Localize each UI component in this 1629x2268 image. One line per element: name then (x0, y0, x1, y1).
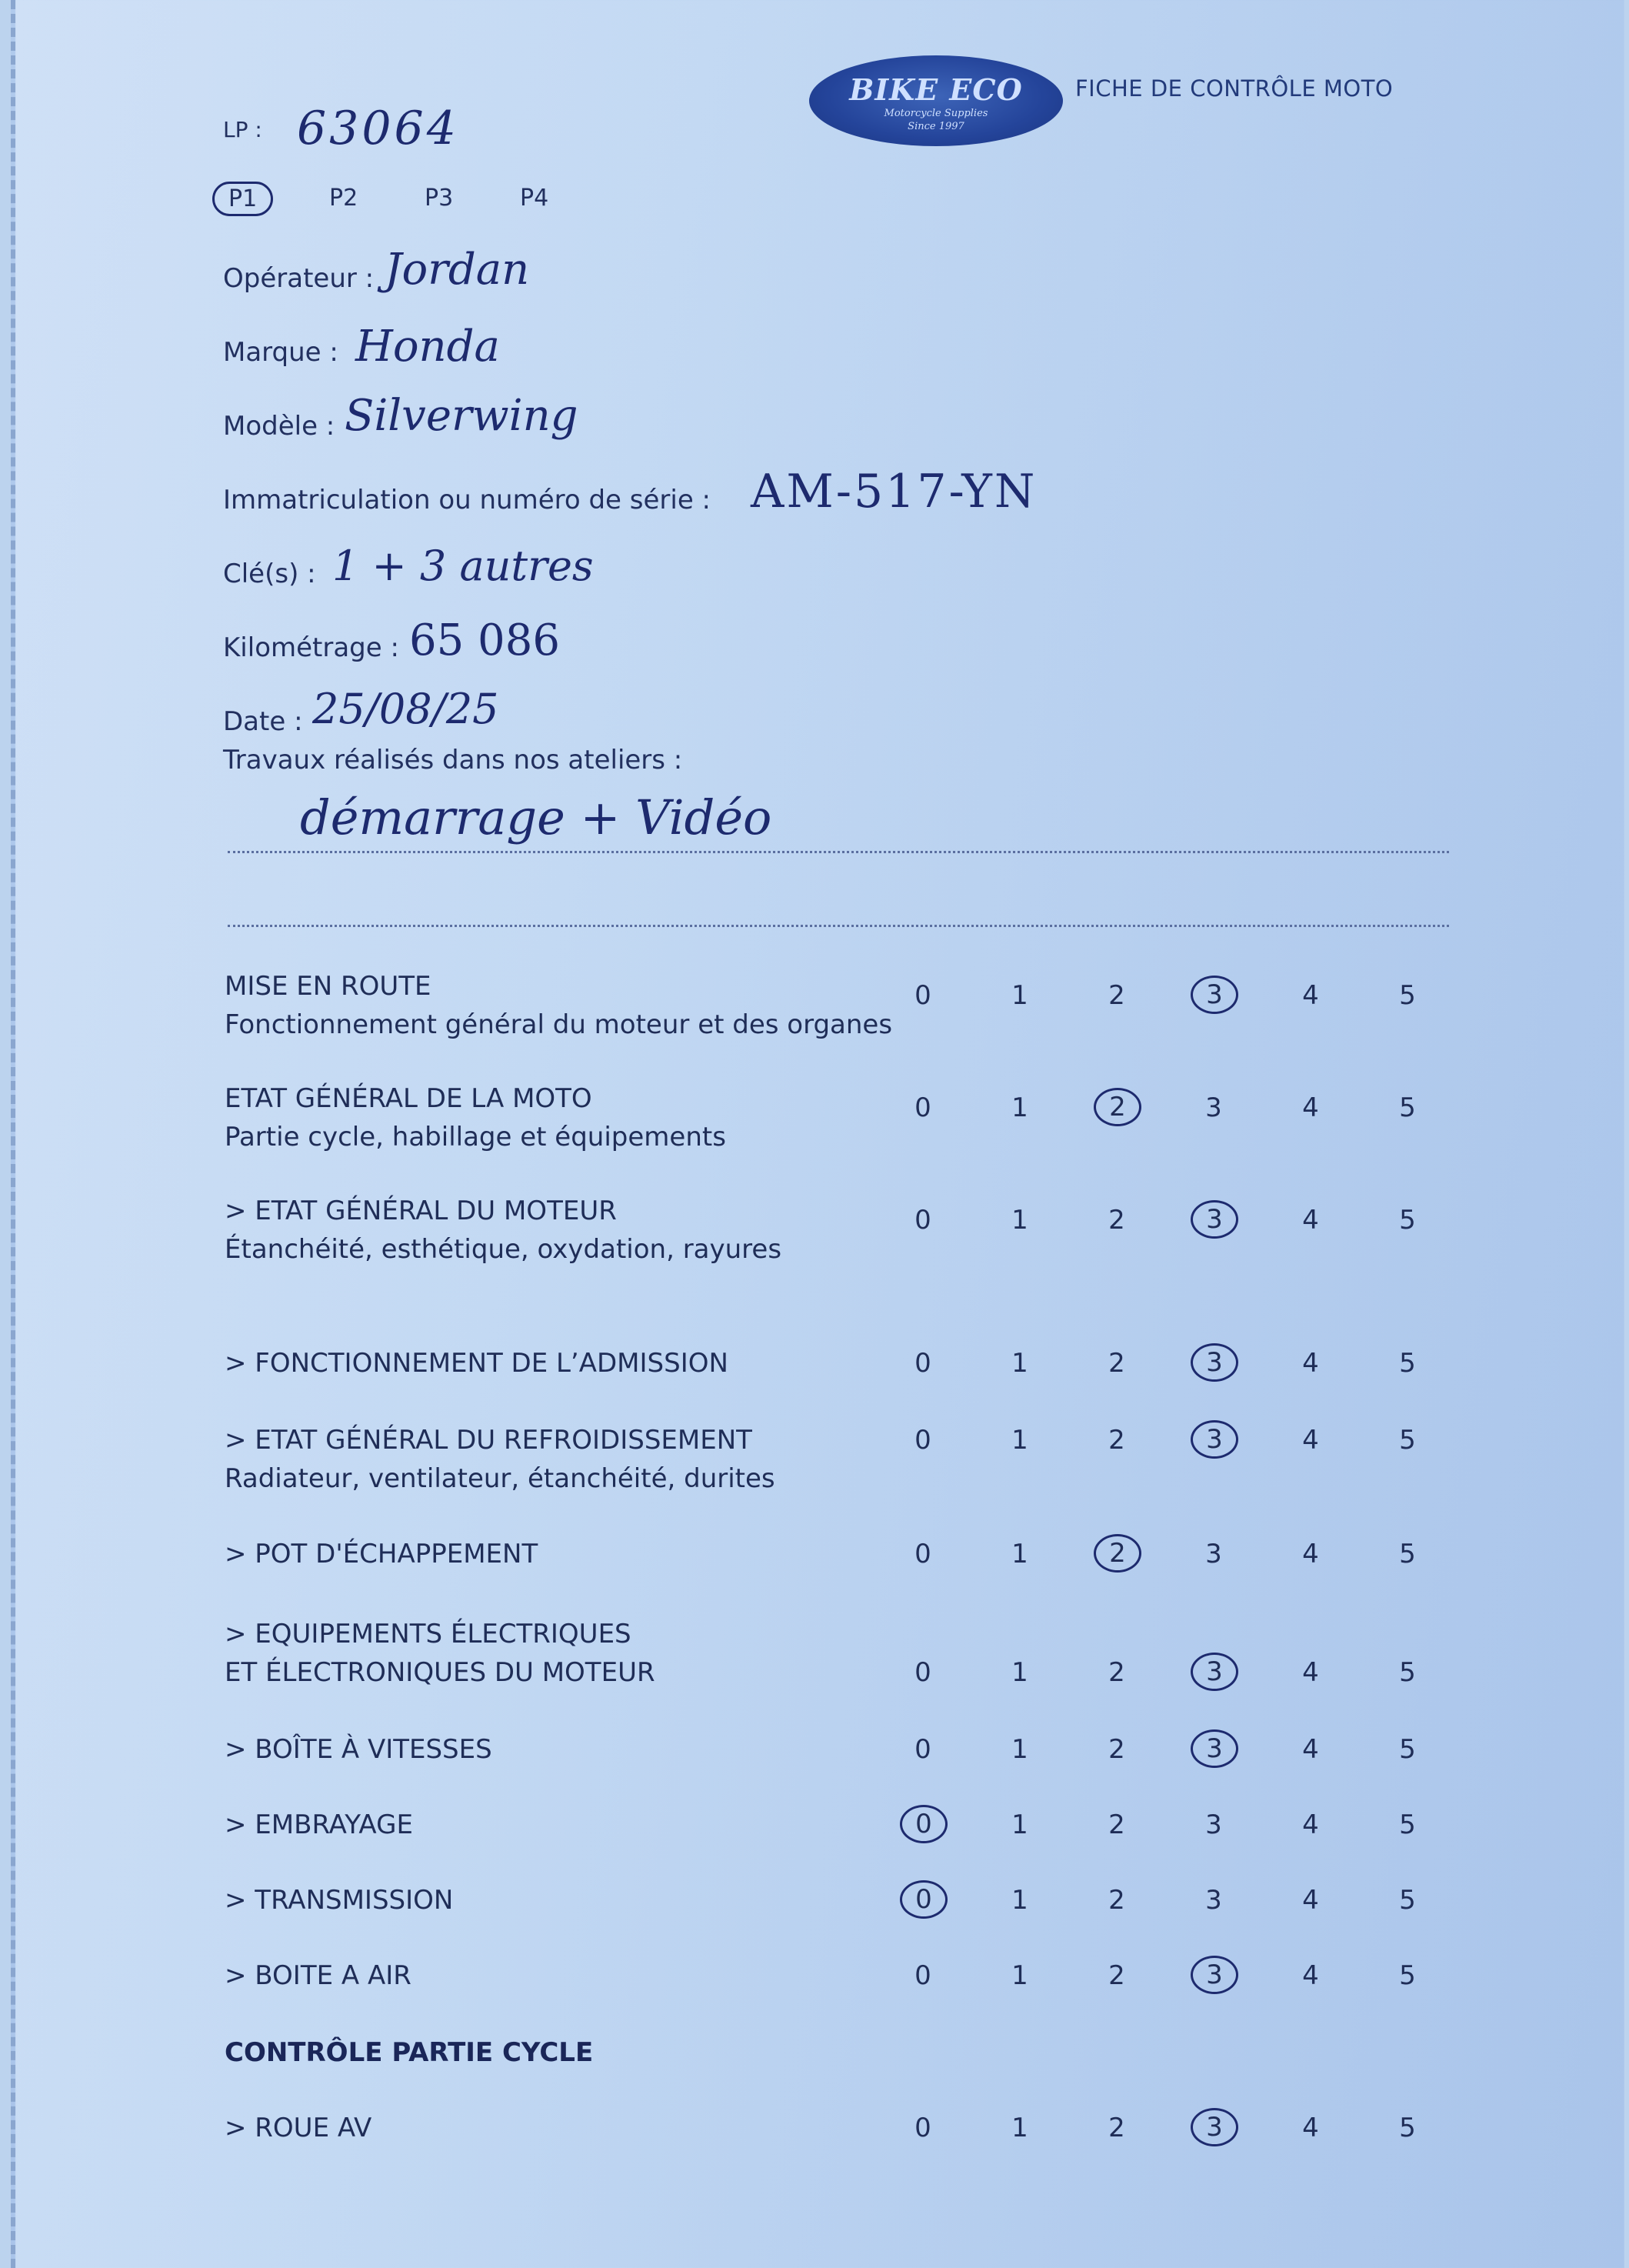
score-option: 4 (1302, 980, 1319, 1011)
score-option-selected: 3 (1191, 2108, 1238, 2146)
priority-option-p1: P1 (212, 182, 273, 216)
check-title: > ETAT GÉNÉRAL DU MOTEUR (225, 1196, 617, 1226)
check-title: > EQUIPEMENTS ÉLECTRIQUES (225, 1619, 631, 1649)
score-option-selected: 3 (1191, 1729, 1238, 1768)
score-option: 3 (1205, 1809, 1222, 1840)
date-value: 25/08/25 (312, 685, 499, 733)
score-option: 5 (1399, 1539, 1416, 1569)
score-option: 5 (1399, 1425, 1416, 1456)
marque-label: Marque : (223, 337, 338, 368)
score-option: 0 (914, 1425, 931, 1456)
score-option: 1 (1011, 1348, 1028, 1379)
score-option: 1 (1011, 1539, 1028, 1569)
check-subtitle: Étanchéité, esthétique, oxydation, rayures (225, 1234, 782, 1265)
score-option: 5 (1399, 1809, 1416, 1840)
date-label: Date : (223, 706, 303, 737)
score-option: 5 (1399, 1885, 1416, 1916)
score-option: 4 (1302, 1960, 1319, 1991)
check-title: > FONCTIONNEMENT DE L’ADMISSION (225, 1348, 728, 1379)
operateur-value: Jordan (385, 245, 530, 295)
score-option-selected: 3 (1191, 976, 1238, 1014)
score-option: 0 (914, 2113, 931, 2143)
cles-label: Clé(s) : (223, 559, 316, 589)
score-option: 1 (1011, 1885, 1028, 1916)
score-option: 1 (1011, 1425, 1028, 1456)
score-option: 4 (1302, 1809, 1319, 1840)
score-option: 4 (1302, 1734, 1319, 1765)
score-option-selected: 2 (1094, 1534, 1141, 1573)
score-option: 0 (914, 1734, 931, 1765)
check-title: > EMBRAYAGE (225, 1809, 413, 1840)
score-option: 1 (1011, 2113, 1028, 2143)
score-option: 5 (1399, 1348, 1416, 1379)
score-option: 5 (1399, 1092, 1416, 1123)
score-option-selected: 3 (1191, 1343, 1238, 1382)
score-option: 5 (1399, 1205, 1416, 1236)
priority-option-p4: P4 (520, 185, 549, 212)
score-option: 2 (1108, 1425, 1125, 1456)
marque-value: Honda (355, 322, 500, 372)
cles-value: 1 + 3 autres (332, 542, 594, 590)
score-option: 2 (1108, 1885, 1125, 1916)
score-option: 4 (1302, 1092, 1319, 1123)
control-sheet (11, 0, 1624, 2268)
score-option: 4 (1302, 1885, 1319, 1916)
score-option: 1 (1011, 1092, 1028, 1123)
score-option: 2 (1108, 1657, 1125, 1688)
document-title: FICHE DE CONTRÔLE MOTO (1075, 75, 1394, 102)
score-option: 2 (1108, 1205, 1125, 1236)
check-title: > POT D'ÉCHAPPEMENT (225, 1539, 538, 1569)
check-title: > BOITE A AIR (225, 1960, 411, 1991)
score-option: 5 (1399, 1960, 1416, 1991)
check-title: ETAT GÉNÉRAL DE LA MOTO (225, 1083, 592, 1114)
immat-label: Immatriculation ou numéro de série : (223, 485, 711, 515)
lp-label: LP : (223, 117, 262, 142)
score-option: 4 (1302, 1657, 1319, 1688)
score-option: 4 (1302, 1348, 1319, 1379)
modele-value: Silverwing (345, 391, 578, 441)
travaux-label: Travaux réalisés dans nos ateliers : (223, 745, 683, 775)
score-option-selected: 2 (1094, 1088, 1141, 1126)
score-option: 5 (1399, 1734, 1416, 1765)
score-option: 0 (914, 1092, 931, 1123)
score-option: 1 (1011, 1205, 1028, 1236)
score-option-selected: 3 (1191, 1200, 1238, 1239)
score-option: 5 (1399, 2113, 1416, 2143)
score-option: 0 (914, 1348, 931, 1379)
score-option: 1 (1011, 1960, 1028, 1991)
check-title: > TRANSMISSION (225, 1885, 454, 1916)
score-option-selected: 3 (1191, 1956, 1238, 1994)
section-heading-cycle: CONTRÔLE PARTIE CYCLE (225, 2037, 594, 2068)
check-subtitle: ET ÉLECTRONIQUES DU MOTEUR (225, 1657, 655, 1688)
travaux-value: démarrage + Vidéo (300, 789, 772, 845)
check-subtitle: Fonctionnement général du moteur et des organes (225, 1009, 893, 1040)
check-title: > ROUE AV (225, 2113, 372, 2143)
score-option: 3 (1205, 1092, 1222, 1123)
score-option-selected: 3 (1191, 1420, 1238, 1459)
modele-label: Modèle : (223, 411, 335, 442)
score-option: 0 (914, 1657, 931, 1688)
travaux-line-2 (228, 925, 1449, 927)
kilometrage-label: Kilométrage : (223, 632, 399, 663)
logo-tagline-2: Since 1997 (908, 121, 964, 132)
priority-option-p2: P2 (329, 185, 358, 212)
score-option: 1 (1011, 1734, 1028, 1765)
score-option: 1 (1011, 1809, 1028, 1840)
check-title: > ETAT GÉNÉRAL DU REFROIDISSEMENT (225, 1425, 752, 1456)
score-option: 4 (1302, 1539, 1319, 1569)
score-option: 0 (914, 1960, 931, 1991)
score-option: 2 (1108, 1734, 1125, 1765)
check-subtitle: Radiateur, ventilateur, étanchéité, durites (225, 1463, 775, 1494)
score-option: 0 (914, 980, 931, 1011)
priority-option-p3: P3 (425, 185, 454, 212)
check-subtitle: Partie cycle, habillage et équipements (225, 1122, 726, 1152)
travaux-line-1 (228, 851, 1449, 853)
check-title: MISE EN ROUTE (225, 971, 431, 1002)
score-option: 1 (1011, 1657, 1028, 1688)
score-option: 0 (914, 1539, 931, 1569)
score-option: 4 (1302, 2113, 1319, 2143)
bike-eco-logo (809, 55, 1063, 146)
score-option: 2 (1108, 1348, 1125, 1379)
lp-value: 63064 (297, 102, 459, 155)
score-option: 4 (1302, 1205, 1319, 1236)
operateur-label: Opérateur : (223, 263, 375, 294)
logo-tagline-1: Motorcycle Supplies (884, 108, 988, 119)
score-option-selected: 0 (900, 1880, 948, 1919)
score-option: 4 (1302, 1425, 1319, 1456)
score-option: 2 (1108, 1809, 1125, 1840)
score-option: 5 (1399, 980, 1416, 1011)
check-title: > BOÎTE À VITESSES (225, 1734, 492, 1765)
score-option: 1 (1011, 980, 1028, 1011)
score-option: 2 (1108, 1960, 1125, 1991)
score-option: 0 (914, 1205, 931, 1236)
score-option: 3 (1205, 1539, 1222, 1569)
score-option-selected: 3 (1191, 1653, 1238, 1691)
score-option: 5 (1399, 1657, 1416, 1688)
score-option-selected: 0 (900, 1805, 948, 1843)
immat-value: AM-517-YN (751, 465, 1038, 519)
score-option: 2 (1108, 2113, 1125, 2143)
score-option: 2 (1108, 980, 1125, 1011)
kilometrage-value: 65 086 (409, 615, 560, 665)
logo-brand: BIKE ECO (849, 72, 1023, 107)
score-option: 3 (1205, 1885, 1222, 1916)
